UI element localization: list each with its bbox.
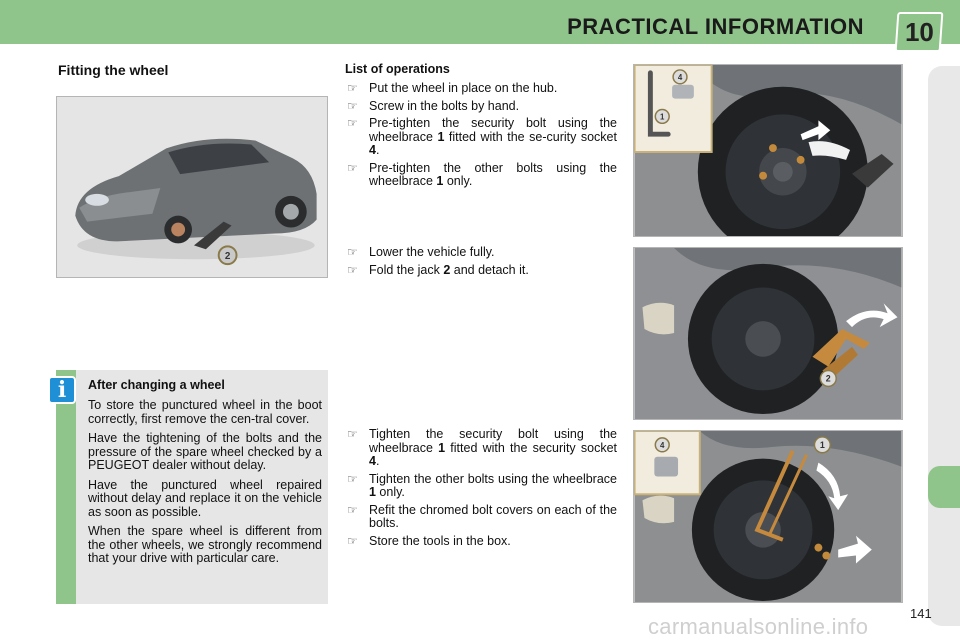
- operation-step: ☞ Pre-tighten the security bolt using the wheelbrace 1 fitted with the se-curity socket 4.: [347, 116, 617, 157]
- callout-4: 4: [660, 440, 665, 450]
- pointing-hand-icon: ☞: [347, 427, 358, 441]
- operation-step: ☞ Refit the chromed bolt covers on each of the bolts.: [347, 502, 617, 530]
- watermark: carmanualsonline.info: [648, 614, 869, 639]
- operations-title: List of operations: [345, 62, 450, 76]
- pointing-hand-icon: ☞: [347, 471, 358, 486]
- operation-step: ☞ Pre-tighten the other bolts using the wheelbrace 1 only.: [347, 160, 617, 188]
- operation-step: ☞ Store the tools in the box.: [347, 533, 511, 548]
- pointing-hand-icon: ☞: [347, 502, 358, 517]
- callout-2: 2: [825, 373, 831, 384]
- operation-step: ☞ Screw in the bolts by hand.: [347, 98, 520, 113]
- operations-list-1: [345, 82, 617, 193]
- operation-step: ☞ Tighten the other bolts using the wheelbrace 1 only.: [347, 471, 617, 499]
- operation-step: ☞ Fold the jack 2 and detach it.: [347, 262, 529, 277]
- callout-4: 4: [677, 72, 683, 82]
- operations-list-2: [345, 246, 617, 281]
- callout-2: 2: [224, 251, 231, 263]
- info-box-title: After changing a wheel: [88, 378, 225, 392]
- callout-1: 1: [660, 112, 665, 122]
- car-illustration: [57, 97, 327, 277]
- fitting-bolts-image: [633, 64, 903, 237]
- pointing-hand-icon: ☞: [347, 81, 358, 95]
- section-title: Fitting the wheel: [58, 62, 169, 78]
- operation-step: ☞ Put the wheel in place on the hub.: [347, 81, 558, 95]
- info-paragraph: To store the punctured wheel in the boot correctly, first remove the cen-tral cover.: [88, 398, 322, 426]
- info-paragraph: Have the punctured wheel repaired without delay and replace it on the vehicle as soon as possible.: [88, 477, 322, 519]
- chapter-number: 10: [904, 16, 934, 47]
- pointing-hand-icon: ☞: [347, 98, 358, 113]
- callout-1: 1: [819, 439, 825, 450]
- page-title: PRACTICAL INFORMATION: [567, 14, 864, 39]
- operation-step: ☞ Lower the vehicle fully.: [347, 245, 495, 259]
- pointing-hand-icon: ☞: [347, 533, 358, 548]
- chapter-badge: [895, 12, 944, 52]
- info-icon: i: [48, 376, 76, 404]
- pointing-hand-icon: ☞: [347, 245, 358, 259]
- page-number: 141: [910, 606, 932, 621]
- side-strip: [928, 66, 960, 626]
- info-box: [56, 370, 328, 604]
- pointing-hand-icon: ☞: [347, 116, 358, 130]
- info-paragraph: When the spare wheel is different from the other wheels, we strongly recommend that your drive with particular care.: [88, 524, 322, 565]
- pointing-hand-icon: ☞: [347, 160, 358, 175]
- tightening-bolts-image: [633, 430, 903, 603]
- pointing-hand-icon: ☞: [347, 262, 358, 277]
- operation-step: ☞ Tighten the security bolt using the wheelbrace 1 fitted with the security socket 4.: [347, 427, 618, 468]
- info-paragraph: Have the tightening of the bolts and the pressure of the spare wheel checked by a PEUGEOT dealer without delay.: [88, 431, 322, 472]
- car-on-jack-image: [56, 96, 328, 278]
- operations-list-3: [345, 428, 617, 552]
- folding-jack-image: [633, 247, 903, 420]
- chapter-tab[interactable]: [928, 466, 960, 508]
